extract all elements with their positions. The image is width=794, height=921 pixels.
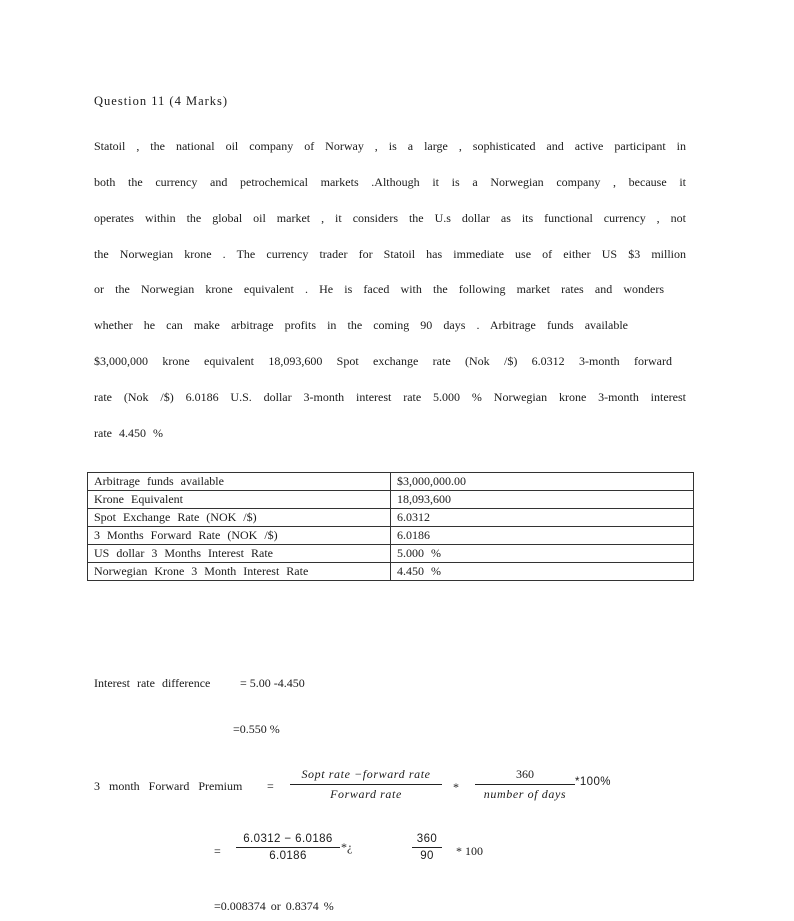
table-cell-value: 4.450 % [391,563,694,581]
final-result: =0.008374 or 0.8374 % [214,899,334,913]
question-title: Question 11 (4 Marks) [94,94,229,108]
interest-diff-expression: = 5.00 -4.450 [240,676,305,690]
table-row [88,509,694,527]
table-cell-label: Krone Equivalent [88,491,391,509]
table-row [88,527,694,545]
table-cell-label: 3 Months Forward Rate (NOK /$) [88,527,391,545]
substitution-denominator: 6.0186 [269,850,307,862]
table-cell-label: Arbitrage funds available [88,473,391,491]
formula-numerator: Sopt rate −forward rate [301,767,431,781]
formula-fraction-rates [290,767,442,802]
table-row [88,473,694,491]
paragraph-line: both the currency and petrochemical markets .Although it is a Norwegian company , because it [94,175,686,189]
table-row [88,563,694,581]
substitution-days-numerator: 360 [416,833,438,845]
paragraph-line: operates within the global oil market , it considers the U.s dollar as its functional currency , not [94,211,686,225]
substitution-operator: *¿ [341,840,353,854]
formula-fraction-days [475,767,575,802]
substitution-numerator: 6.0312 − 6.0186 [243,833,333,845]
percent-multiplier: *100% [575,776,611,788]
substitution-fraction-days [412,833,442,862]
multiply-sign: * [453,780,459,794]
table-cell-value: 6.0186 [391,527,694,545]
table-cell-label: Spot Exchange Rate (NOK /$) [88,509,391,527]
paragraph-line: rate 4.450 % [94,426,163,440]
substitution-fraction-rates [236,833,340,862]
table-cell-label: US dollar 3 Months Interest Rate [88,545,391,563]
paragraph-line: the Norwegian krone . The currency trader for Statoil has immediate use of either US $3 million [94,247,686,261]
formula-days-numerator: 360 [516,767,534,781]
paragraph-line: $3,000,000 krone equivalent 18,093,600 Spot exchange rate (Nok /$) 6.0312 3-month forward [94,354,672,368]
rates-table [87,472,694,581]
interest-diff-result: =0.550 % [233,722,280,736]
paragraph-line: or the Norwegian krone equivalent . He is faced with the following market rates and wonders [94,282,664,296]
table-cell-label: Norwegian Krone 3 Month Interest Rate [88,563,391,581]
equals-sign: = [267,779,274,793]
table-cell-value: $3,000,000.00 [391,473,694,491]
paragraph-line: rate (Nok /$) 6.0186 U.S. dollar 3-month interest rate 5.000 % Norwegian krone 3-month interest [94,390,686,404]
interest-diff-label: Interest rate difference [94,676,211,690]
formula-days-denominator: number of days [483,787,567,801]
table-cell-value: 18,093,600 [391,491,694,509]
forward-premium-label: 3 month Forward Premium [94,779,243,793]
table-cell-value: 6.0312 [391,509,694,527]
paragraph-line: Statoil , the national oil company of Norway , is a large , sophisticated and active participant in [94,139,686,153]
table-cell-value: 5.000 % [391,545,694,563]
table-row [88,491,694,509]
table-row [88,545,694,563]
paragraph-line: whether he can make arbitrage profits in the coming 90 days . Arbitrage funds available [94,318,628,332]
formula-denominator: Forward rate [330,787,402,801]
substitution-days-denominator: 90 [420,850,434,862]
substitution-tail: * 100 [456,844,483,858]
substitution-equals: = [214,844,221,858]
